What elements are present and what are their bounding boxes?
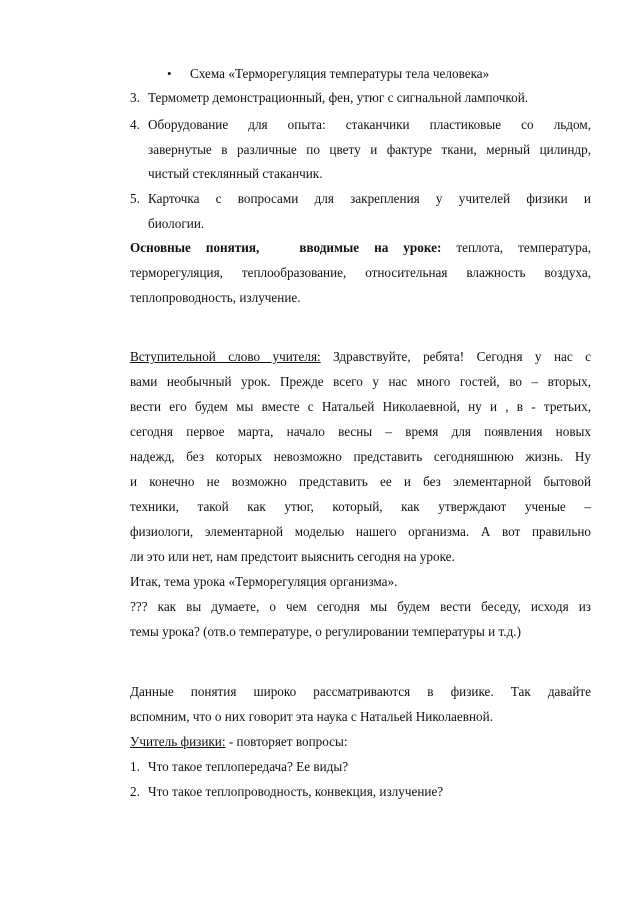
bullet-item-scheme: Схема «Терморегуляция температуры тела человека» xyxy=(190,66,490,81)
concepts-label-2: вводимые на уроке: xyxy=(299,240,442,255)
intro-line-3: вести его будем мы вместе с Натальей Николаевной, ну и , в - третьих, xyxy=(130,399,591,414)
intro-line-4: сегодня первое марта, начало весны – время для появления новых xyxy=(130,424,591,439)
intro-line-1-rest: Здравствуйте, ребята! Сегодня у нас с xyxy=(333,349,591,364)
bullet-marker: • xyxy=(167,66,172,81)
intro-line-8: физиологи, элементарной моделью нашего организма. А вот правильно xyxy=(130,524,591,539)
list-number-3: 3. xyxy=(130,90,140,105)
intro-label: Вступительной слово учителя: xyxy=(130,349,321,364)
physics-line-2: вспомним, что о них говорит эта наука с Натальей Николаевной. xyxy=(130,709,493,724)
question-line-1: ??? как вы думаете, о чем сегодня мы будем вести беседу, исходя из xyxy=(130,599,591,614)
physics-question-number-2: 2. xyxy=(130,784,140,799)
intro-line-2: вами необычный урок. Прежде всего у нас много гостей, во – вторых, xyxy=(130,374,591,389)
physics-teacher-label: Учитель физики: xyxy=(130,734,226,749)
concepts-line-1 xyxy=(130,236,591,260)
list-number-4: 4. xyxy=(130,117,140,132)
list-item-5-line-1: Карточка с вопросами для закрепления у учителей физики и xyxy=(148,191,591,206)
physics-line-1: Данные понятия широко рассматриваются в физике. Так давайте xyxy=(130,684,591,699)
intro-line-1 xyxy=(130,345,591,369)
physics-question-1: Что такое теплопередача? Ее виды? xyxy=(148,759,349,774)
question-line-2: темы урока? (отв.о температуре, о регулировании температуры и т.д.) xyxy=(130,624,521,639)
intro-line-9: ли это или нет, нам предстоит выяснить сегодня на уроке. xyxy=(130,549,455,564)
intro-line-7: техники, такой как утюг, который, как утверждают ученые – xyxy=(130,499,591,514)
concepts-line-2: терморегуляция, теплообразование, относительная влажность воздуха, xyxy=(130,265,591,280)
list-number-5: 5. xyxy=(130,191,140,206)
list-item-5-line-2: биологии. xyxy=(148,216,205,231)
physics-teacher-rest: - повторяет вопросы: xyxy=(228,734,348,749)
list-item-4-line-2: завернутые в различные по цвету и фактуре ткани, мерный цилиндр, xyxy=(148,142,591,157)
physics-question-number-1: 1. xyxy=(130,759,140,774)
intro-line-6: и конечно не возможно представить ее и без элементарной бытовой xyxy=(130,474,591,489)
concepts-line-1-rest: теплота, температура, xyxy=(456,240,592,255)
intro-line-5: надежд, без которых невозможно представить сегодняшнюю жизнь. Ну xyxy=(130,449,591,464)
concepts-label: Основные понятия, xyxy=(130,240,260,255)
physics-teacher-line xyxy=(130,730,591,754)
list-item-3-line-1: Термометр демонстрационный, фен, утюг с сигнальной лампочкой. xyxy=(148,90,529,105)
list-item-4-line-1: Оборудование для опыта: стаканчики пластиковые со льдом, xyxy=(148,117,591,132)
list-item-4-line-3: чистый стеклянный стаканчик. xyxy=(148,166,323,181)
physics-question-2: Что такое теплопроводность, конвекция, излучение? xyxy=(148,784,444,799)
concepts-line-3: теплопроводность, излучение. xyxy=(130,290,301,305)
lesson-topic: Итак, тема урока «Терморегуляция организма». xyxy=(130,574,398,589)
